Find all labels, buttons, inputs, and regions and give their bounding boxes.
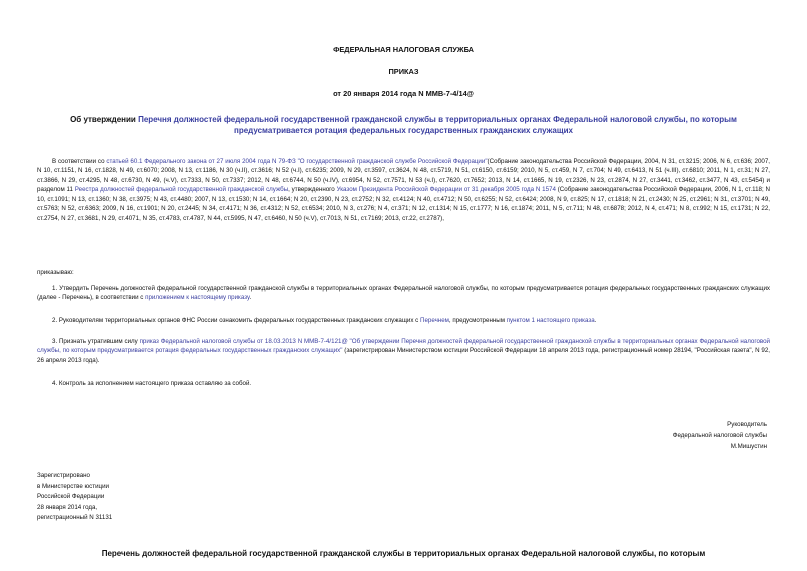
item-4: 4. Контроль за исполнением настоящего приказа оставляю за собой. bbox=[52, 380, 252, 387]
title-prefix: Об утверждении bbox=[70, 115, 139, 124]
registration-block bbox=[37, 471, 112, 524]
item-2-mid: , предусмотренным bbox=[448, 317, 507, 324]
preamble-text-1: В соответствии со bbox=[52, 158, 107, 165]
preamble-paragraph bbox=[37, 157, 770, 223]
item-1 bbox=[37, 284, 770, 303]
document-title bbox=[0, 115, 807, 137]
registry-link[interactable]: Реестра должностей федеральной государственной гражданской службы bbox=[74, 186, 289, 194]
item-3 bbox=[37, 337, 770, 365]
item-2-end: . bbox=[594, 317, 597, 324]
appendix-link[interactable]: приложением к настоящему приказу bbox=[145, 294, 250, 302]
appendix-title: Перечень должностей федеральной государственной гражданской службы в территориальных органах Федеральной налоговой службы, по которым bbox=[101, 549, 706, 558]
preamble-text-3: , утвержденного bbox=[288, 186, 337, 194]
item-3-end: (зарегистрирован Министерством юстиции Российской Федерации 18 апреля 2013 года, регистрационный номер 28194, "Российская газета", N 92, 26 апреля 2013 года). bbox=[37, 347, 770, 364]
item-2-text: 2. Руководителям территориальных органов ФНС России ознакомить федеральных государственных гражданских служащих с bbox=[52, 317, 420, 324]
registration-line-5: регистрационный N 31131 bbox=[37, 514, 113, 522]
preamble-text-2: (Собрание законодательства Российской Федерации, 2004, N 31, ст.3215; 2006, N 6, ст.636; 2007, N 10, ст.1151, N 16, ст.1828, N 49, ст.6070; 2008, N 13, ст.1186, N 30 (ч.II), ст.3616; N 52 (ч.I), ст.6235; 2009, N 29, ст.3597, ст.3624, N 48, ст.5719, N 51, ст.6150, ст.6159; 2010, N 5, ст.459, N 7, ст.704; N 49, ст.6413, N 51 (ч.III), ст.6810; 2011, N 1, ст.31; N 27, ст.3866, N 29, ст.4295, N 48, ст.6730, N 49, (ч.V), ст.7333, N 50, ст.7337; 2012, N 48, ст.6744, N 50 (ч.IV), ст.6954, N 52, ст.7571, N 53 (ч.I), ст.7620, ст.7652; 2013, N 14, ст.1665, N 19, ст.2326, N 23, ст.2874, N 27, ст.3441, ст.3462, ст.3477, N 43, ст.5454) и разделом 11 bbox=[37, 158, 770, 194]
law-article-link[interactable]: статьей 60.1 Федерального закона от 27 июля 2004 года N 79-ФЗ "О государственной гражданской службе Российской Федерации" bbox=[106, 158, 488, 165]
preamble-text-4: (Собрание законодательства Российской Федерации, 2006, N 1, ст.118; N 10, ст.1091; N 13, ст.1360; N 38, ст.3975; N 43, ст.4480; 2007, N 13, ст.1530; N 14, ст.1664; N 20, ст.2390, N 23, ст.2752; N 32, ст.4124; N 40, ст.4712; N 50, ст.6255; N 52, ст.6424; 2008, N 9, ст.825; N 17, ст.1818; N 21, ст.2430; N 25, ст.2961; N 31, ст.3701; N 49, ст.5763; N 52, ст.6363; 2009, N 16, ст.1901; N 20, ст.2445; N 34, ст.4171; N 36, ст.4312; N 52, ст.6534; 2010, N 3, ст.276; N 4, ст.371; N 12, ст.1314; N 15, ст.1777; N 16, ст.1874; 2011, N 5, ст.711; N 48, ст.6878; 2012, N 4, ст.471; N 8, ст.992; N 15, ст.1731; N 22, ст.2754, N 27, ст.3681, N 29, ст.4071, N 35, ст.4783, ст.4787, N 44, ст.5995, N 47, ст.6460, N 50 (ч.V), ст.7013, N 51, ст.7169; 2013, ст.22, ст.2787), bbox=[37, 186, 770, 222]
registration-line-4: 28 января 2014 года, bbox=[37, 503, 98, 511]
date-number: от 20 января 2014 года N ММВ-7-4/14@ bbox=[333, 89, 474, 98]
item-3-text: 3. Признать утратившим силу bbox=[52, 338, 140, 345]
decree-link[interactable]: Указом Президента Российской Федерации от 31 декабря 2005 года N 1574 bbox=[336, 186, 556, 194]
item-2 bbox=[37, 316, 770, 325]
signature-name: М.Мишустин bbox=[730, 442, 767, 450]
item-1-end: . bbox=[249, 294, 252, 302]
registration-line-2: в Министерстве юстиции bbox=[37, 482, 110, 490]
signature-position: Руководитель bbox=[727, 421, 767, 428]
point-1-link[interactable]: пунктом 1 настоящего приказа bbox=[506, 317, 595, 324]
agency-name: ФЕДЕРАЛЬНАЯ НАЛОГОВАЯ СЛУЖБА bbox=[333, 45, 474, 54]
list-link[interactable]: Перечнем bbox=[420, 317, 449, 324]
title-link[interactable]: Перечня должностей федеральной государственной гражданской службы в территориальных органах Федеральной налоговой службы, по которым предусматривается ротация федеральных государственных гражданских служащих bbox=[138, 115, 737, 135]
signature-block bbox=[673, 420, 767, 453]
signature-agency: Федеральной налоговой службы bbox=[672, 431, 767, 439]
item-1-text: 1. Утвердить Перечень должностей федеральной государственной гражданской службы в территориальных органах Федеральной налоговой службы, по которым предусматривается ротация федеральных государственных гражданских служащих (далее - Перечень), в соответствии с bbox=[37, 285, 770, 302]
registration-line-3: Российской Федерации bbox=[37, 493, 105, 501]
doc-type: ПРИКАЗ bbox=[388, 67, 419, 76]
registration-line-1: Зарегистрировано bbox=[37, 472, 90, 479]
order-word: приказываю: bbox=[37, 269, 74, 276]
old-order-link[interactable]: приказ Федеральной налоговой службы от 18.03.2013 N ММВ-7-4/121@ "Об утверждении Перечня должностей федеральной государственной гражданской службы в территориальных органах Федеральной налоговой службы, по которым предусматривается ротация федеральных государственных гражданских служащих" bbox=[37, 338, 771, 355]
